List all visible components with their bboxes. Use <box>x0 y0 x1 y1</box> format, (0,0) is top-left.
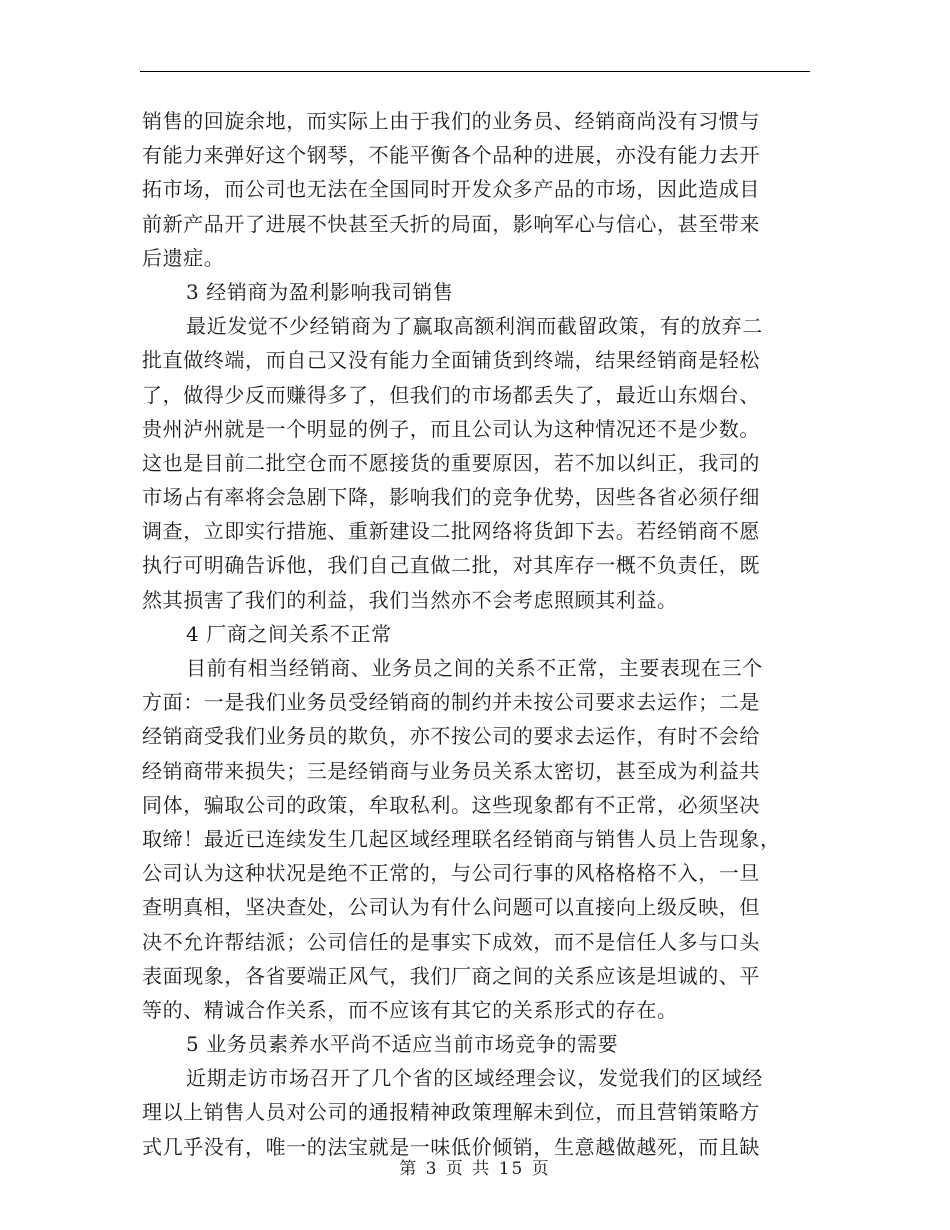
text-line: 查明真相，坚决查处，公司认为有什么问题可以直接向上级反映，但 <box>142 895 760 920</box>
text-line: 目前有相当经销商、业务员之间的关系不正常，主要表现在三个 <box>186 656 763 680</box>
text-line: 4 厂商之间关系不正常 <box>186 621 392 646</box>
text-line: 销售的回旋余地，而实际上由于我们的业务员、经销商尚没有习惯与 <box>142 109 760 133</box>
text-line: 执行可明确告诉他，我们自己直做二批，对其库存一概不负责任，既 <box>142 553 760 578</box>
text-line: 后遗症。 <box>142 245 225 270</box>
text-line: 表面现象，各省要端正风气，我们厂商之间的关系应该是坦诚的、平 <box>142 963 760 988</box>
text-line: 经销商带来损失；三是经销商与业务员关系太密切，甚至成为利益共 <box>142 758 760 783</box>
text-line: 公司认为这种状况是绝不正常的，与公司行事的风格格格不入，一旦 <box>142 861 760 886</box>
text-line: 决不允许帮结派；公司信任的是事实下成效，而不是信任人多与口头 <box>142 929 760 954</box>
text-line: 贵州泸州就是一个明显的例子，而且公司认为这种情况还不是少数。 <box>142 416 760 441</box>
text-line: 近期走访市场召开了几个省的区域经理会议，发觉我们的区域经 <box>186 1066 763 1091</box>
text-line: 了，做得少反而赚得多了，但我们的市场都丢失了，最近山东烟台、 <box>142 382 760 407</box>
text-line: 经销商受我们业务员的欺负，亦不按公司的要求去运作，有时不会给 <box>142 724 760 749</box>
header-rule <box>140 71 810 72</box>
text-line: 5 业务员素养水平尚不适应当前市场竞争的需要 <box>186 1032 619 1057</box>
text-line: 然其损害了我们的利益，我们当然亦不会考虑照顾其利益。 <box>142 587 678 612</box>
text-line: 有能力来弹好这个钢琴，不能平衡各个品种的进展，亦没有能力去开 <box>142 143 760 168</box>
text-line: 调查，立即实行措施、重新建设二批网络将货卸下去。若经销商不愿 <box>142 519 760 544</box>
text-line: 市场占有率将会急剧下降，影响我们的竞争优势，因些各省必须仔细 <box>142 485 760 510</box>
text-line: 最近发觉不少经销商为了赢取高额利润而截留政策，有的放弃二 <box>186 314 763 339</box>
page-footer: 第 3 页 共 15 页 <box>399 1159 551 1179</box>
text-line: 方面：一是我们业务员受经销商的制约并未按公司要求去运作；二是 <box>142 690 760 715</box>
text-line: 理以上销售人员对公司的通报精神政策理解未到位，而且营销策略方 <box>142 1100 760 1125</box>
text-line: 前新产品开了进展不快甚至夭折的局面，影响军心与信心，甚至带来 <box>142 211 760 236</box>
text-line: 拓市场，而公司也无法在全国同时开发众多产品的市场，因此造成目 <box>142 177 760 202</box>
text-line: 批直做终端，而自己又没有能力全面铺货到终端，结果经销商是轻松 <box>142 348 760 373</box>
text-line: 3 经销商为盈利影响我司销售 <box>186 279 454 304</box>
document-body <box>142 104 810 1164</box>
text-line: 同体，骗取公司的政策，牟取私利。这些现象都有不正常，必须坚决 <box>142 792 760 817</box>
text-line: 这也是目前二批空仓而不愿接货的重要原因，若不加以纠正，我司的 <box>142 450 760 475</box>
text-line: 式几乎没有，唯一的法宝就是一味低价倾销，生意越做越死，而且缺 <box>142 1134 760 1159</box>
text-line: 等的、精诚合作关系，而不应该有其它的关系形式的存在。 <box>142 997 678 1022</box>
text-line: 取缔！最近已连续发生几起区域经理联名经销商与销售人员上告现象， <box>142 826 781 851</box>
